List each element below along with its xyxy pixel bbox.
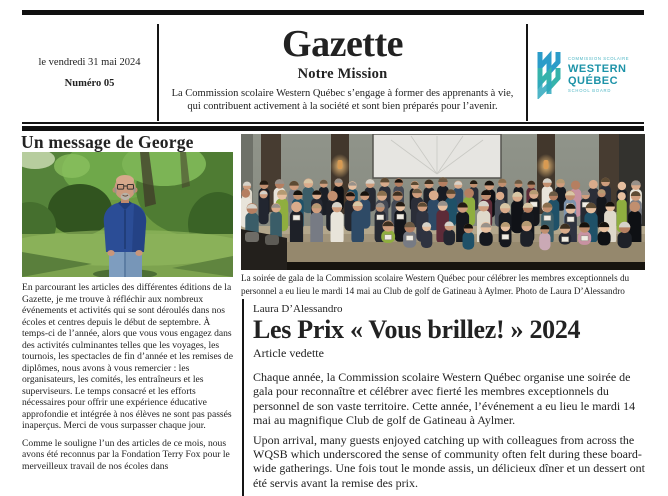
mission-heading: Notre Mission: [297, 66, 388, 82]
svg-text:COMMISSION SCOLAIRE: COMMISSION SCOLAIRE: [568, 55, 630, 61]
svg-text:WESTERN: WESTERN: [568, 62, 627, 75]
message-paragraph: En parcourant les articles des différentes éditions de la Gazette, je me trouve à réfléchir aux nombreux événements et activités qui se sont déroulés dans nos écoles et centres depuis le début de septembre. À temps-ci de l’année, alors que vous vous engagez dans des activités culminantes telles que les voyages, les tournois, les spectacles de fin d’année et les remises de diplômes, nous avons à vous remercier : les organisateurs, les comités, les entraîneurs et les superviseurs. Le temps consacré et les efforts nécessaires pour offrir une expérience éducative approfondie et intégrée à nos élèves ne sont pas passés inaperçus. Merci de vous surpasser chaque jour.: [22, 282, 233, 431]
article-kicker: Article vedette: [253, 346, 324, 360]
masthead-bottom-rule-thin: [22, 122, 644, 124]
masthead-logo-block: [528, 24, 644, 121]
wqsb-logo-icon: [534, 47, 638, 99]
svg-text:QUÉBEC: QUÉBEC: [568, 74, 619, 87]
article-paragraph: Chaque année, la Commission scolaire Western Québec organise une soirée de gala pour reconnaître et célébrer avec fierté les membres exceptionnels du personnel de son vaste territoire. Cette année, l’événement a eu lieu le mardi 14 mai au magnifique Club de golf de Gatineau à Aylmer.: [253, 370, 636, 428]
message-paragraph: Comme le souligne l’un des articles de ce mois, nous avons été reconnus par la Fondation Terry Fox pour le merveilleux travail de nos écoles dans: [22, 437, 230, 472]
message-heading: Un message de George: [21, 132, 194, 152]
feature-article: [242, 299, 647, 496]
masthead-bottom-rule-thick: [22, 126, 644, 131]
article-paragraph: Upon arrival, many guests enjoyed catching up with colleagues from across the WQSB which underscored the sense of community often felt during these board-wide gatherings. Une fois tout le monde assis, un délicieux dîner et un dessert ont été servis avant la remise des prix.: [253, 432, 645, 490]
article-byline: Laura D’Alessandro: [253, 303, 343, 315]
article-body: [253, 370, 647, 490]
mission-text: La Commission scolaire Western Québec s’engage à former des apprenants à vie, qui contribuent activement à la société et sont bien préparés pour l’avenir.: [171, 88, 514, 112]
issue-number: Numéro 05: [64, 77, 115, 89]
masthead: [22, 24, 644, 121]
message-body: [22, 282, 238, 478]
newsletter-title: Gazette: [282, 23, 403, 65]
article-headline: Les Prix « Vous brillez! » 2024: [253, 315, 581, 344]
masthead-date-block: [22, 24, 157, 121]
masthead-top-rule: [22, 10, 644, 15]
issue-date: le vendredi 31 mai 2024: [38, 56, 141, 68]
svg-text:SCHOOL BOARD: SCHOOL BOARD: [568, 87, 612, 93]
masthead-title-block: [157, 24, 528, 121]
photo-caption: La soirée de gala de la Commission scolaire Western Québec pour célébrer les membres exceptionnels du personnel a eu lieu le mardi 14 mai au Club de golf de Gatineau à Aylmer. Photo de Laura D’Alessandro: [241, 273, 630, 296]
george-portrait-photo: [22, 152, 233, 277]
gala-group-photo: [241, 134, 645, 270]
